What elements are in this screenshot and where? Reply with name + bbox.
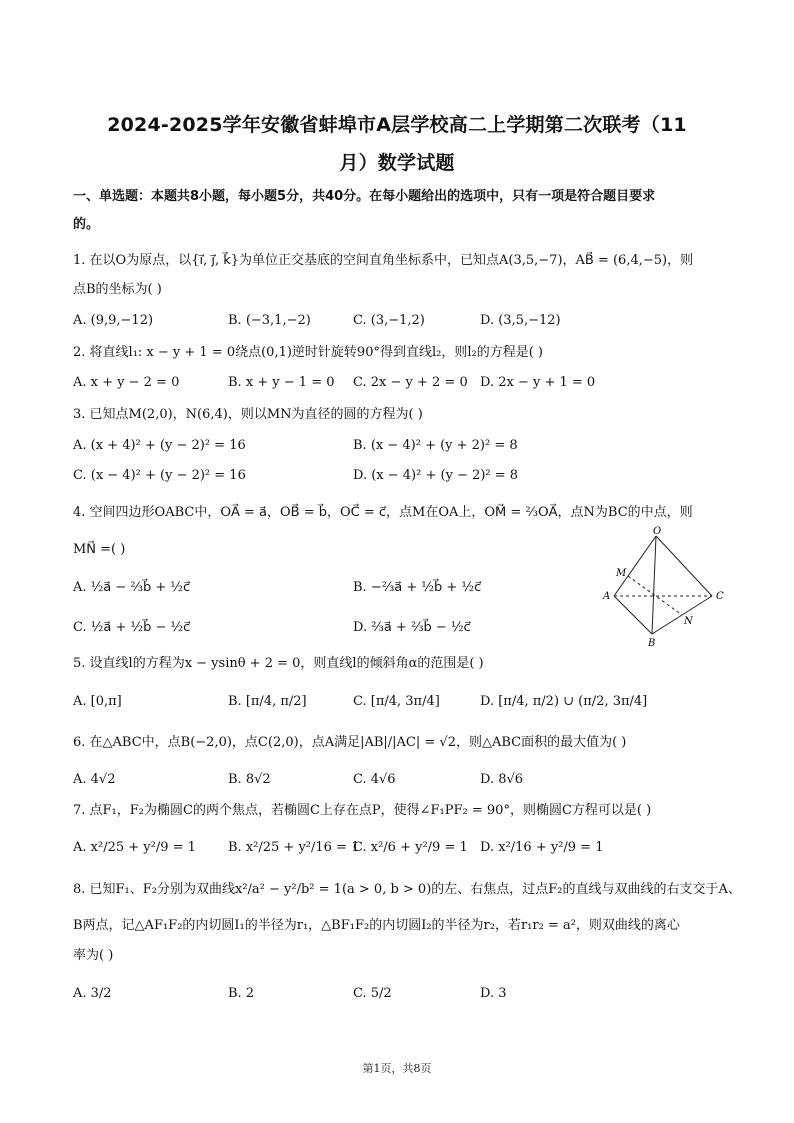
question-7-option-c: C. x²/6 + y²/9 = 1 [353, 840, 468, 855]
question-3-text: 3. 已知点M(2,0)，N(6,4)，则以MN为直径的圆的方程为( ) [73, 407, 423, 422]
question-4-option-a: A. ½a⃗ − ⅔b⃗ + ½c⃗ [73, 580, 191, 595]
question-8-option-d: D. 3 [480, 986, 507, 1001]
question-4-option-b: B. −⅔a⃗ + ½b⃗ + ½c⃗ [353, 580, 482, 595]
question-2-option-a: A. x + y − 2 = 0 [73, 375, 180, 390]
question-7-option-b: B. x²/25 + y²/16 = 1 [228, 840, 360, 855]
question-2-text: 2. 将直线l₁: x − y + 1 = 0绕点(0,1)逆时针旋转90°得到直线l₂，则l₂的方程是( ) [73, 345, 543, 360]
question-5-text: 5. 设直线l的方程为x − ysinθ + 2 = 0，则直线l的倾斜角α的范围是( ) [73, 656, 484, 671]
label-o: O [653, 526, 662, 537]
question-1-option-c: C. (3,−1,2) [353, 313, 425, 328]
question-6-option-b: B. 8√2 [228, 772, 271, 787]
question-5-option-d: D. [π/4, π/2) ∪ (π/2, 3π/4] [480, 694, 648, 709]
edge-ob [652, 536, 656, 634]
question-7-text: 7. 点F₁，F₂为椭圆C的两个焦点，若椭圆C上存在点P，使得∠F₁PF₂ = 90°，则椭圆C方程可以是( ) [73, 803, 652, 818]
edge-oa [614, 536, 656, 596]
document-title-line2: 月）数学试题 [339, 152, 455, 174]
question-6-text: 6. 在△ABC中，点B(−2,0)，点C(2,0)，点A满足|AB|/|AC| = √2，则△ABC面积的最大值为( ) [73, 735, 627, 750]
question-1-option-b: B. (−3,1,−2) [228, 313, 311, 328]
label-n: N [684, 616, 693, 627]
question-3-option-a: A. (x + 4)² + (y − 2)² = 16 [73, 438, 246, 453]
question-8-text-cont: B两点，记△AF₁F₂的内切圆I₁的半径为r₁，△BF₁F₂的内切圆I₂的半径为r₂，若r₁r₂ = a²，则双曲线的离心 [73, 918, 680, 933]
edge-oc [656, 536, 712, 596]
question-1-text: 1. 在以O为原点，以{i⃗, j⃗, k⃗}为单位正交基底的空间直角坐标系中，已知点A(3,5,−7)，AB⃗ = (6,4,−5)，则 [73, 253, 694, 268]
question-3-option-d: D. (x − 4)² + (y − 2)² = 8 [353, 468, 519, 483]
edge-ab [614, 596, 652, 634]
question-1-option-d: D. (3,5,−12) [480, 313, 561, 328]
question-5-option-a: A. [0,π] [73, 694, 122, 709]
question-2-option-b: B. x + y − 1 = 0 [228, 375, 335, 390]
question-4-text-cont: MN⃗ =( ) [73, 542, 126, 557]
question-7-option-a: A. x²/25 + y²/9 = 1 [73, 840, 196, 855]
question-8-text-cont2: 率为( ) [73, 948, 114, 963]
question-2-option-c: C. 2x − y + 2 = 0 [353, 375, 468, 390]
question-4-option-c: C. ½a⃗ + ½b⃗ − ½c⃗ [73, 620, 191, 635]
question-4-option-d: D. ⅔a⃗ + ⅔b⃗ − ½c⃗ [353, 620, 471, 635]
question-6-option-d: D. 8√6 [480, 772, 524, 787]
question-1-text-cont: 点B的坐标为( ) [73, 282, 162, 297]
question-8-option-a: A. 3/2 [73, 986, 112, 1001]
question-1-option-a: A. (9,9,−12) [73, 313, 154, 328]
label-c: C [716, 591, 724, 602]
question-7-option-d: D. x²/16 + y²/9 = 1 [480, 840, 604, 855]
question-2-option-d: D. 2x − y + 1 = 0 [480, 375, 596, 390]
question-3-option-c: C. (x − 4)² + (y − 2)² = 16 [73, 468, 246, 483]
question-4-text: 4. 空间四边形OABC中，OA⃗ = a⃗，OB⃗ = b⃗，OC⃗ = c⃗，点M在OA上，OM⃗ = ⅔OA⃗，点N为BC的中点，则 [73, 505, 693, 520]
section-heading-cont: 的。 [73, 217, 100, 232]
question-8-option-c: C. 5/2 [353, 986, 392, 1001]
document-title-line1: 2024-2025学年安徽省蚌埠市A层学校高二上学期第二次联考（11 [107, 114, 687, 136]
tetrahedron-figure [598, 526, 734, 648]
segment-mn [628, 576, 682, 615]
label-a: A [603, 591, 611, 602]
question-6-option-c: C. 4√6 [353, 772, 396, 787]
label-m: M [616, 568, 627, 579]
question-8-option-b: B. 2 [228, 986, 255, 1001]
question-6-option-a: A. 4√2 [73, 772, 116, 787]
question-5-option-c: C. [π/4, 3π/4] [353, 694, 440, 709]
section-heading: 一、单选题：本题共8小题，每小题5分，共40分。在每小题给出的选项中，只有一项是符合题目要求 [73, 189, 656, 204]
question-5-option-b: B. [π/4, π/2] [228, 694, 307, 709]
page-number: 第1页，共8页 [362, 1062, 432, 1075]
question-8-text: 8. 已知F₁、F₂分别为双曲线x²/a² − y²/b² = 1(a > 0, b > 0)的左、右焦点，过点F₂的直线与双曲线的右支交于A、 [73, 882, 741, 897]
label-b: B [648, 638, 656, 648]
question-3-option-b: B. (x − 4)² + (y + 2)² = 8 [353, 438, 518, 453]
